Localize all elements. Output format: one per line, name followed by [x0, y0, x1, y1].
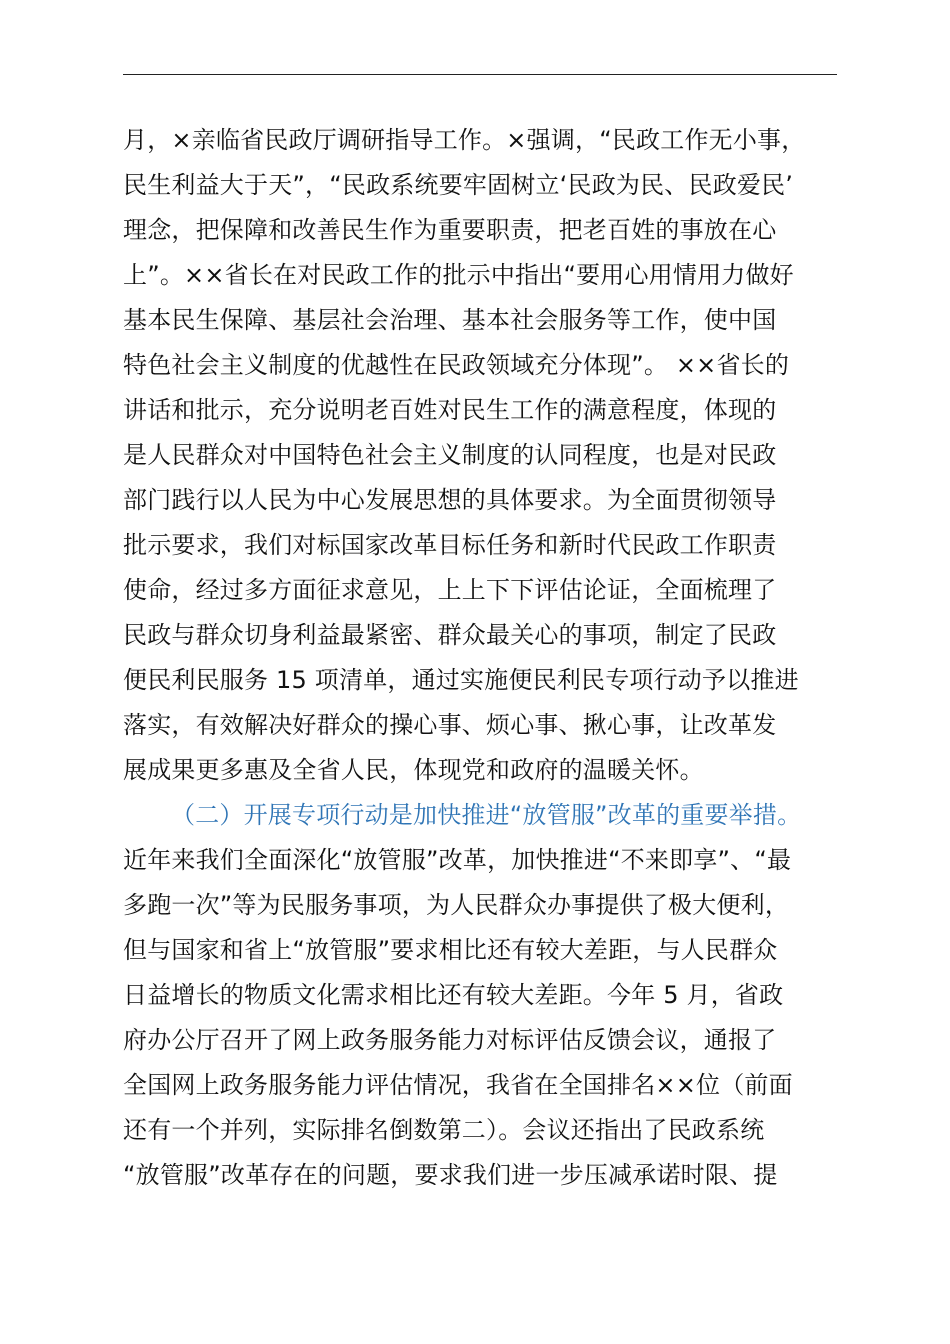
- paragraph-line: 理念，把保障和改善民生作为重要职责，把老百姓的事放在心: [123, 216, 777, 244]
- paragraph-line: 便民利民服务 15 项清单，通过实施便民利民专项行动予以推进: [123, 666, 799, 694]
- paragraph-line: 上”。××省长在对民政工作的批示中指出“要用心用情用力做好: [123, 261, 794, 289]
- paragraph-line: 近年来我们全面深化“放管服”改革，加快推进“不来即享”、“最: [123, 846, 792, 874]
- paragraph-line: 使命，经过多方面征求意见，上上下下评估论证，全面梳理了: [123, 576, 777, 604]
- paragraph-line: 是人民群众对中国特色社会主义制度的认同程度，也是对民政: [123, 441, 777, 469]
- paragraph-line: 府办公厅召开了网上政务服务能力对标评估反馈会议，通报了: [123, 1026, 777, 1054]
- paragraph-line: 基本民生保障、基层社会治理、基本社会服务等工作，使中国: [123, 306, 777, 334]
- paragraph-line: 但与国家和省上“放管服”要求相比还有较大差距，与人民群众: [123, 936, 778, 964]
- body-text: [123, 118, 863, 1198]
- paragraph-line: 月，×亲临省民政厅调研指导工作。×强调，“民政工作无小事，: [123, 126, 806, 154]
- paragraph-line: 还有一个并列，实际排名倒数第二）。会议还指出了民政系统: [123, 1116, 765, 1144]
- paragraph-line: 民政与群众切身利益最紧密、群众最关心的事项，制定了民政: [123, 621, 777, 649]
- header-rule: [123, 74, 837, 75]
- paragraph-line: 全国网上政务服务能力评估情况，我省在全国排名××位（前面: [123, 1071, 793, 1099]
- paragraph-line: “放管服”改革存在的问题，要求我们进一步压减承诺时限、提: [123, 1161, 778, 1189]
- paragraph-line: 落实，有效解决好群众的操心事、烦心事、揪心事，让改革发: [123, 711, 777, 739]
- paragraph-line: 部门践行以人民为中心发展思想的具体要求。为全面贯彻领导: [123, 486, 777, 514]
- paragraph-line: 日益增长的物质文化需求相比还有较大差距。今年 5 月，省政: [123, 981, 784, 1009]
- paragraph-line: 讲话和批示，充分说明老百姓对民生工作的满意程度，体现的: [123, 396, 777, 424]
- paragraph-line: 展成果更多惠及全省人民，体现党和政府的温暖关怀。: [123, 756, 704, 784]
- paragraph-line: 批示要求，我们对标国家改革目标任务和新时代民政工作职责: [123, 531, 777, 559]
- section-heading: （二）开展专项行动是加快推进“放管服”改革的重要举措。: [171, 801, 802, 829]
- paragraph-line: 民生利益大于天”，“民政系统要牢固树立‘民政为民、民政爱民’: [123, 171, 794, 199]
- paragraph-line: 多跑一次”等为民服务事项，为人民群众办事提供了极大便利，: [123, 891, 790, 919]
- paragraph-line: 特色社会主义制度的优越性在民政领域充分体现”。 ××省长的: [123, 351, 790, 379]
